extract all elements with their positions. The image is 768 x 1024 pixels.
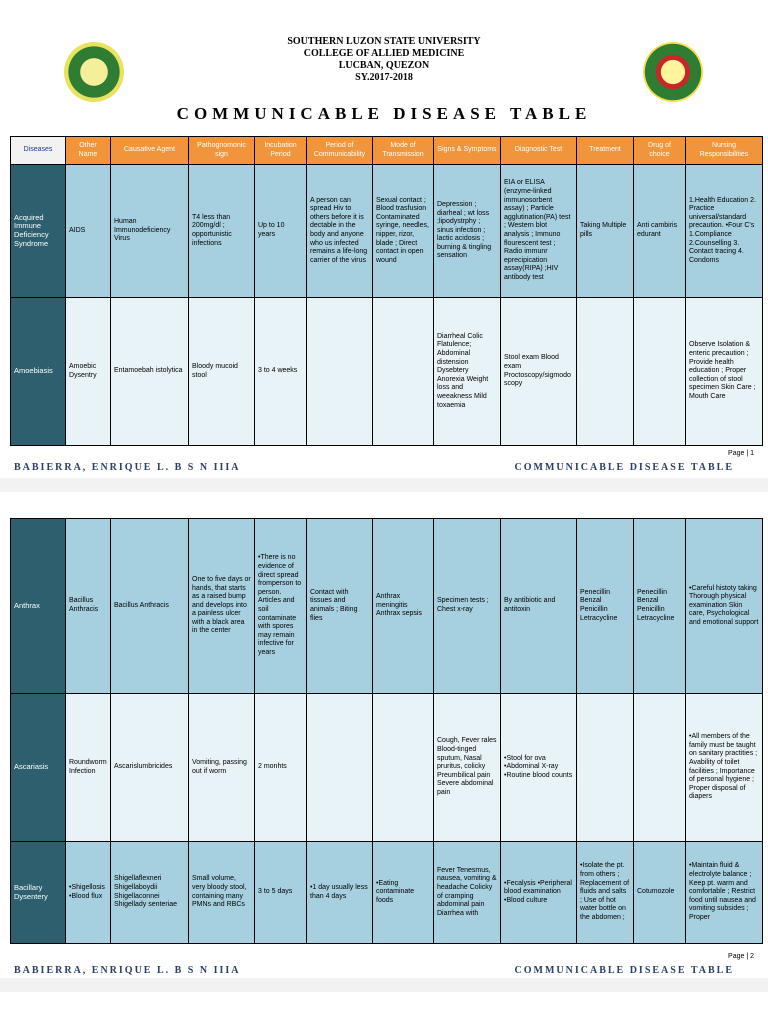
table-header-row <box>11 137 763 165</box>
table-cell: 2 monhts <box>255 694 307 842</box>
table-cell: Bacillus Anthracis <box>111 519 189 694</box>
table-cell: Cough, Fever rales Blood-tinged sputum, Nasal pruritus, colicky Preumbilical pain Severe abdominal pain <box>434 694 501 842</box>
table-cell: •Stool for ova •Abdominal X-ray •Routine blood counts <box>501 694 577 842</box>
table-cell <box>307 694 373 842</box>
college-name: COLLEGE OF ALLIED MEDICINE <box>303 48 465 59</box>
footer-author: BABIERRA, ENRIQUE L. B S N IIIA <box>14 965 241 976</box>
table-row <box>11 298 763 446</box>
table-row <box>11 842 763 944</box>
table-row <box>11 694 763 842</box>
table-cell: Small volume, very bloody stool, containing many PMNs and RBCs <box>189 842 255 944</box>
table-cell <box>634 298 686 446</box>
table-cell: Contact with tissues and animals ; Biting flies <box>307 519 373 694</box>
footer-author: BABIERRA, ENRIQUE L. B S N IIIA <box>14 462 241 473</box>
table-cell: Anthrax meningitis Anthrax sepsis <box>373 519 434 694</box>
disease-table-page-2 <box>10 518 763 944</box>
table-cell: Entamoebah istolytica <box>111 298 189 446</box>
table-cell: Ascariasis <box>11 694 66 842</box>
table-cell <box>373 298 434 446</box>
table-cell: •Maintain fluid & electrolyte balance ; Keep pt. warm and comfortable ; Restrict food until nausea and vomiting subsides ; Proper <box>686 842 763 944</box>
table-cell: Vomiting, passing out if worm <box>189 694 255 842</box>
table-cell: Penecillin Benzal Penicillin Letracycline <box>577 519 634 694</box>
page-separator <box>0 978 768 992</box>
column-header: Period of Communicability <box>307 137 373 165</box>
table-cell: •There is no evidence of direct spread fromperson to person. Articles and soil contaminate with spores may remain infective for years <box>255 519 307 694</box>
table-cell: Amoebiasis <box>11 298 66 446</box>
table-cell: •Careful histoty taking Thorough physical examination Skin care, Psychological and emotional support <box>686 519 763 694</box>
table-cell: Acquired Immune Deficiency Syndrome <box>11 165 66 298</box>
table-cell: 3 to 4 weeks <box>255 298 307 446</box>
table-cell: Anthrax <box>11 519 66 694</box>
table-cell <box>577 694 634 842</box>
document-header <box>0 36 768 84</box>
column-header: Diseases <box>11 137 66 165</box>
table-cell: Shigellaflexneri Shigellaboydii Shigellaconnei Shigellady senteriae <box>111 842 189 944</box>
column-header: Diagnostic Test <box>501 137 577 165</box>
column-header: Causative Agent <box>111 137 189 165</box>
column-header: Treatment <box>577 137 634 165</box>
table-cell: Roundworm Infection <box>66 694 111 842</box>
table-row <box>11 519 763 694</box>
table-cell: •Isolate the pt. from others ; Replacement of fluids and salts ; Use of hot water bottle on the abdomen ; <box>577 842 634 944</box>
table-cell <box>634 694 686 842</box>
page-number: Page | 2 <box>728 953 754 960</box>
table-cell: Up to 10 years <box>255 165 307 298</box>
table-cell: •Fecalysis •Peripheral blood examination •Blood culture <box>501 842 577 944</box>
column-header: Drug of choice <box>634 137 686 165</box>
table-cell: •1 day usually less than 4 days <box>307 842 373 944</box>
table-cell: Stool exam Blood exam Proctoscopy/sigmodoscopy <box>501 298 577 446</box>
column-header: Signs & Symptoms <box>434 137 501 165</box>
table-row <box>11 165 763 298</box>
table-cell: Fever Tenesmus, nausea, vomiting & headache Colicky of cramping abdominal pain Diarrhea with <box>434 842 501 944</box>
column-header: Mode of Transmission <box>373 137 434 165</box>
table-cell: Penecillin Benzal Penicillin Letracycline <box>634 519 686 694</box>
university-name: SOUTHERN LUZON STATE UNIVERSITY <box>287 36 481 47</box>
column-header: Other Name <box>66 137 111 165</box>
table-cell <box>307 298 373 446</box>
table-cell: 3 to 5 days <box>255 842 307 944</box>
document-page-2 <box>0 478 768 978</box>
table-cell: Bacillus Anthracis <box>66 519 111 694</box>
table-cell: Diarrheal Colic Flatulence; Abdominal distension Dysebtery Anorexia Weight loss and weeakness Mild toxaemia <box>434 298 501 446</box>
table-cell: Specimen tests ; Chest x-ray <box>434 519 501 694</box>
table-cell: Bacillary Dysentery <box>11 842 66 944</box>
table-cell: Human Immunodeficiency Virus <box>111 165 189 298</box>
table-cell: Sexual contact ; Blood trasfusion Contaminated syringe, needles, nipper, rizor, blade ; Direct contact in open wound <box>373 165 434 298</box>
table-cell: T4 less than 200mg/dl ; opportunistic infections <box>189 165 255 298</box>
school-year: SY.2017-2018 <box>355 72 413 83</box>
table-cell: A person can spread Hiv to others before it is dectable in the body and anyone who us infected remains a life-long carrier of the virus <box>307 165 373 298</box>
disease-table-page-1 <box>10 136 763 446</box>
footer-title: COMMUNICABLE DISEASE TABLE <box>514 462 734 473</box>
table-cell: AIDS <box>66 165 111 298</box>
document-page-1 <box>0 0 768 478</box>
table-cell: Amoebic Dysentry <box>66 298 111 446</box>
table-cell: Observe Isolation & enteric precaution ; Provide health education ; Proper collection of stool specimen Skin Care ; Mouth Care <box>686 298 763 446</box>
table-cell: Bloody mucoid stool <box>189 298 255 446</box>
table-cell: Taking Multiple pills <box>577 165 634 298</box>
column-header: Nursing Responsibilities <box>686 137 763 165</box>
table-cell: Depression ; diarheal ; wt loss ;lipodystrphy ; sinus infection ; lactic acidosis ; burning & tingling sensation <box>434 165 501 298</box>
page-title: COMMUNICABLE DISEASE TABLE <box>176 104 592 123</box>
table-cell: EIA or ELISA (enzyme-linked immunosorbent assay) ; Particle agglutination(PA) test ; Western blot analysis ; Immuno flourescent test ; Radio immunr eprecipication assay(RIPA) ;HIV antibody test <box>501 165 577 298</box>
table-cell <box>373 694 434 842</box>
footer-title: COMMUNICABLE DISEASE TABLE <box>514 965 734 976</box>
table-cell: 1.Health Education 2. Practice universal/standard precaution. •Four C's 1.Compliance 2.Counselling 3. Contact tracing 4. Condoms <box>686 165 763 298</box>
location: LUCBAN, QUEZON <box>338 60 430 71</box>
table-cell: •Shigellosis •Blood flux <box>66 842 111 944</box>
page-number: Page | 1 <box>728 450 754 457</box>
table-cell: Ascarislumbricides <box>111 694 189 842</box>
table-cell: Anti cambiris edurant <box>634 165 686 298</box>
table-cell: Cotumozole <box>634 842 686 944</box>
column-header: Pathognomonic sign <box>189 137 255 165</box>
table-cell <box>577 298 634 446</box>
table-cell: One to five days or hands, that starts as a raised bump and develops into a painless ulcer with a black area in the center <box>189 519 255 694</box>
table-cell: •All members of the family must be taught on sanitary practities ; Avability of toilet facilities ; Importance of personal hygiene ; Proper disposal of diapers <box>686 694 763 842</box>
table-cell: By antibiotic and antitoxin <box>501 519 577 694</box>
column-header: Incubation Period <box>255 137 307 165</box>
table-cell: •Eating contaminate foods <box>373 842 434 944</box>
